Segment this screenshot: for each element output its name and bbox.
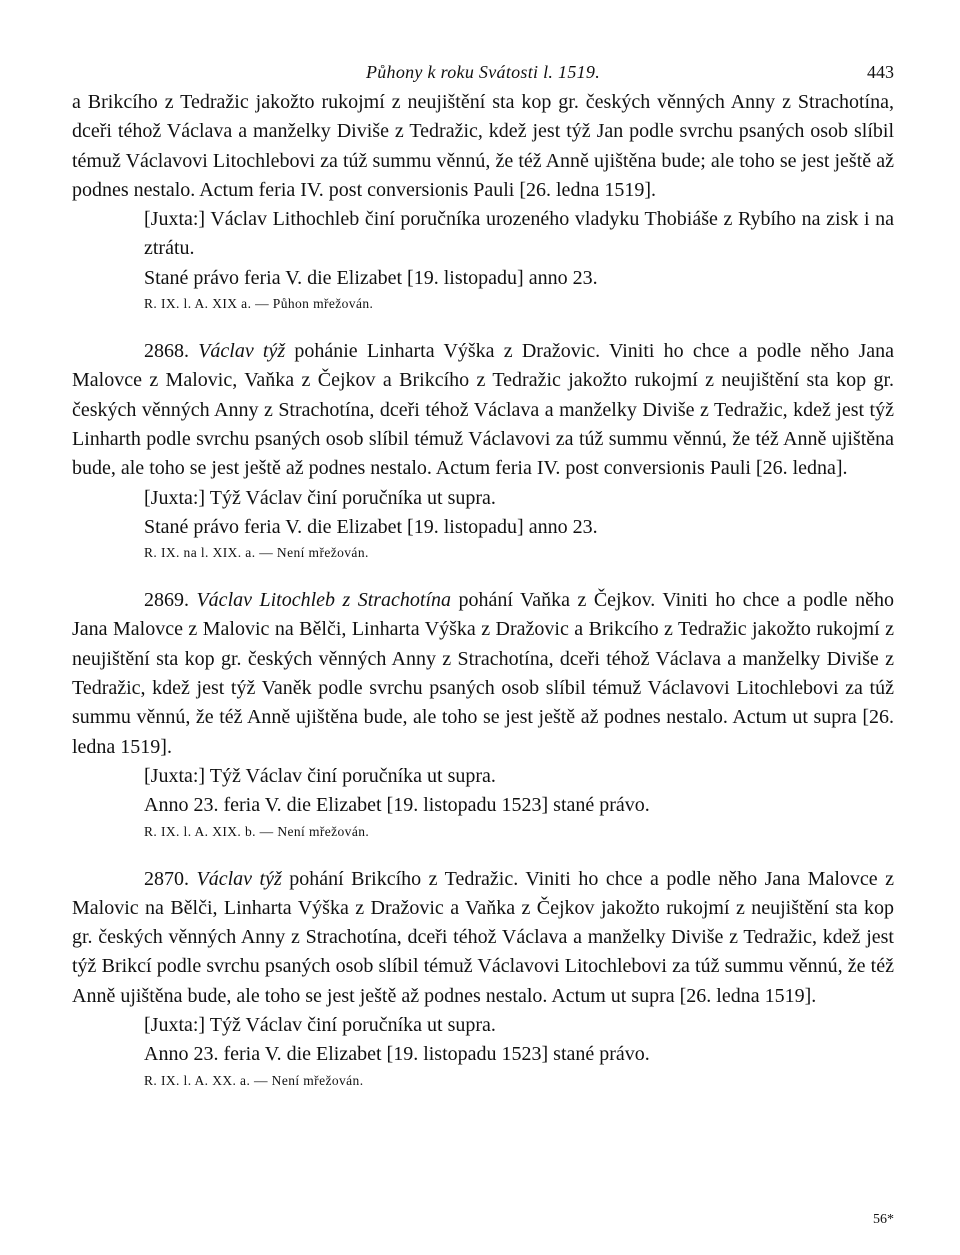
continuation-paragraph: a Brikcího z Tedražic jakožto rukojmí z neujištění sta kop gr. českých věnných Anny z Strachotína, dceři téhož Václava a manželky Diviše z Tedražic, kdež jest týž Jan podle svrchu psaných osob slíbil témuž Václavovi Litochlebovi za túž summu věnnú, že též Anně ujištěna bude; ale toho se jest ještě až podnes nestalo. Actum feria IV. post conversionis Pauli [26. ledna 1519]. [72,91,894,201]
stane-pravo-note: Stané právo feria V. die Elizabet [19. listopadu] anno 23. [144,266,598,289]
entry-text: pohánie Linharta Výška z Dražovic. Viniti ho chce a podle něho Jana Malovce z Malovic, Vaňka z Čejkov a Brikcího z Tedražic jakožto rukojmí z neujištění sta kop gr. českých věnných Anny z Strachotína, dceři téhož Václava a manželky Diviše z Tedražic, kdež jest týž Linharth podle svrchu psaných osob slíbil témuž Václavovi za túž summu věnnú, že též Anně ujištěna bude, ale toho se jest ještě až podnes nestalo. Actum feria IV. post conversionis Pauli [26. ledna]. [72,340,894,480]
juxta-note: [Juxta:] Týž Václav činí poručníka ut supra. [144,1014,496,1037]
entry-2868 [72,337,894,564]
archive-reference: R. IX. l. A. XIX. b. — Není mřežován. [144,823,370,839]
entry-text: pohání Brikcího z Tedražic. Viniti ho chce a podle něho Jana Malovce z Malovic na Bělči, Linharta Výška z Dražovic a Vaňka z Čejkov jakožto rukojmí z neujištění sta kop gr. českých věnných Anny z Strachotína, dceři téhož Václava a manželky Diviše z Tedražic, kdež jest týž Brikcí podle svrchu psaných osob slíbil témuž Václavovi Litochlebovi za túž summu věnnú, že též Anně ujištěna bude, ale toho se jest ještě až podnes nestalo. Actum ut supra [26. ledna 1519]. [72,867,895,1007]
entry-number: 2868. [144,340,189,363]
entry-number: 2870. [144,867,189,890]
entry-2869 [72,586,894,842]
signature-mark: 56* [873,1211,894,1227]
archive-reference: R. IX. na l. XIX. a. — Není mřežován. [144,545,369,561]
entry-person: Václav týž [196,867,282,890]
entry-2870 [72,865,894,1092]
entry-person: Václav týž [198,340,286,363]
stane-pravo-note: Anno 23. feria V. die Elizabet [19. listopadu 1523] stané právo. [144,1043,650,1066]
stane-pravo-note: Anno 23. feria V. die Elizabet [19. listopadu 1523] stané právo. [144,794,650,817]
entry-paragraph [72,337,894,483]
archive-reference: R. IX. l. A. XIX a. — Půhon mřežován. [144,296,374,312]
page-header [72,58,894,88]
entry-person: Václav Litochleb z Strachotína [196,589,452,612]
juxta-note: [Juxta:] Týž Václav činí poručníka ut supra. [144,764,496,787]
entry-text: pohání Vaňka z Čejkov. Viniti ho chce a podle něho Jana Malovce z Malovic na Bělči, Linharta Výška z Dražovic a Brikcího z Tedražic jakožto rukojmí z neujištění sta kop gr. českých věnných Anny z Strachotína, dceři téhož Václava a manželky Diviše z Tedražic, kdež jest týž Vaněk podle svrchu psaných osob slíbil témuž Václavovi Litochlebovi za túž summu věnnú, že též Anně ujištěna bude, ale toho se jest ještě až podnes nestalo. Actum ut supra [26. ledna 1519]. [72,589,894,758]
juxta-note: [Juxta:] Václav Lithochleb činí poručníka urozeného vladyku Thobiáše z Rybího na zisk i na ztrátu. [144,208,894,260]
entry-paragraph [72,586,894,762]
juxta-note: [Juxta:] Týž Václav činí poručníka ut supra. [144,486,496,509]
archive-reference: R. IX. l. A. XX. a. — Není mřežován. [144,1072,364,1088]
page-number: 443 [867,62,894,82]
document-page [72,58,894,1238]
entry-paragraph [72,865,894,1011]
stane-pravo-note: Stané právo feria V. die Elizabet [19. listopadu] anno 23. [144,515,598,538]
entry-number: 2869. [144,589,189,612]
running-title: Půhony k roku Svátosti l. 1519. [365,62,601,82]
